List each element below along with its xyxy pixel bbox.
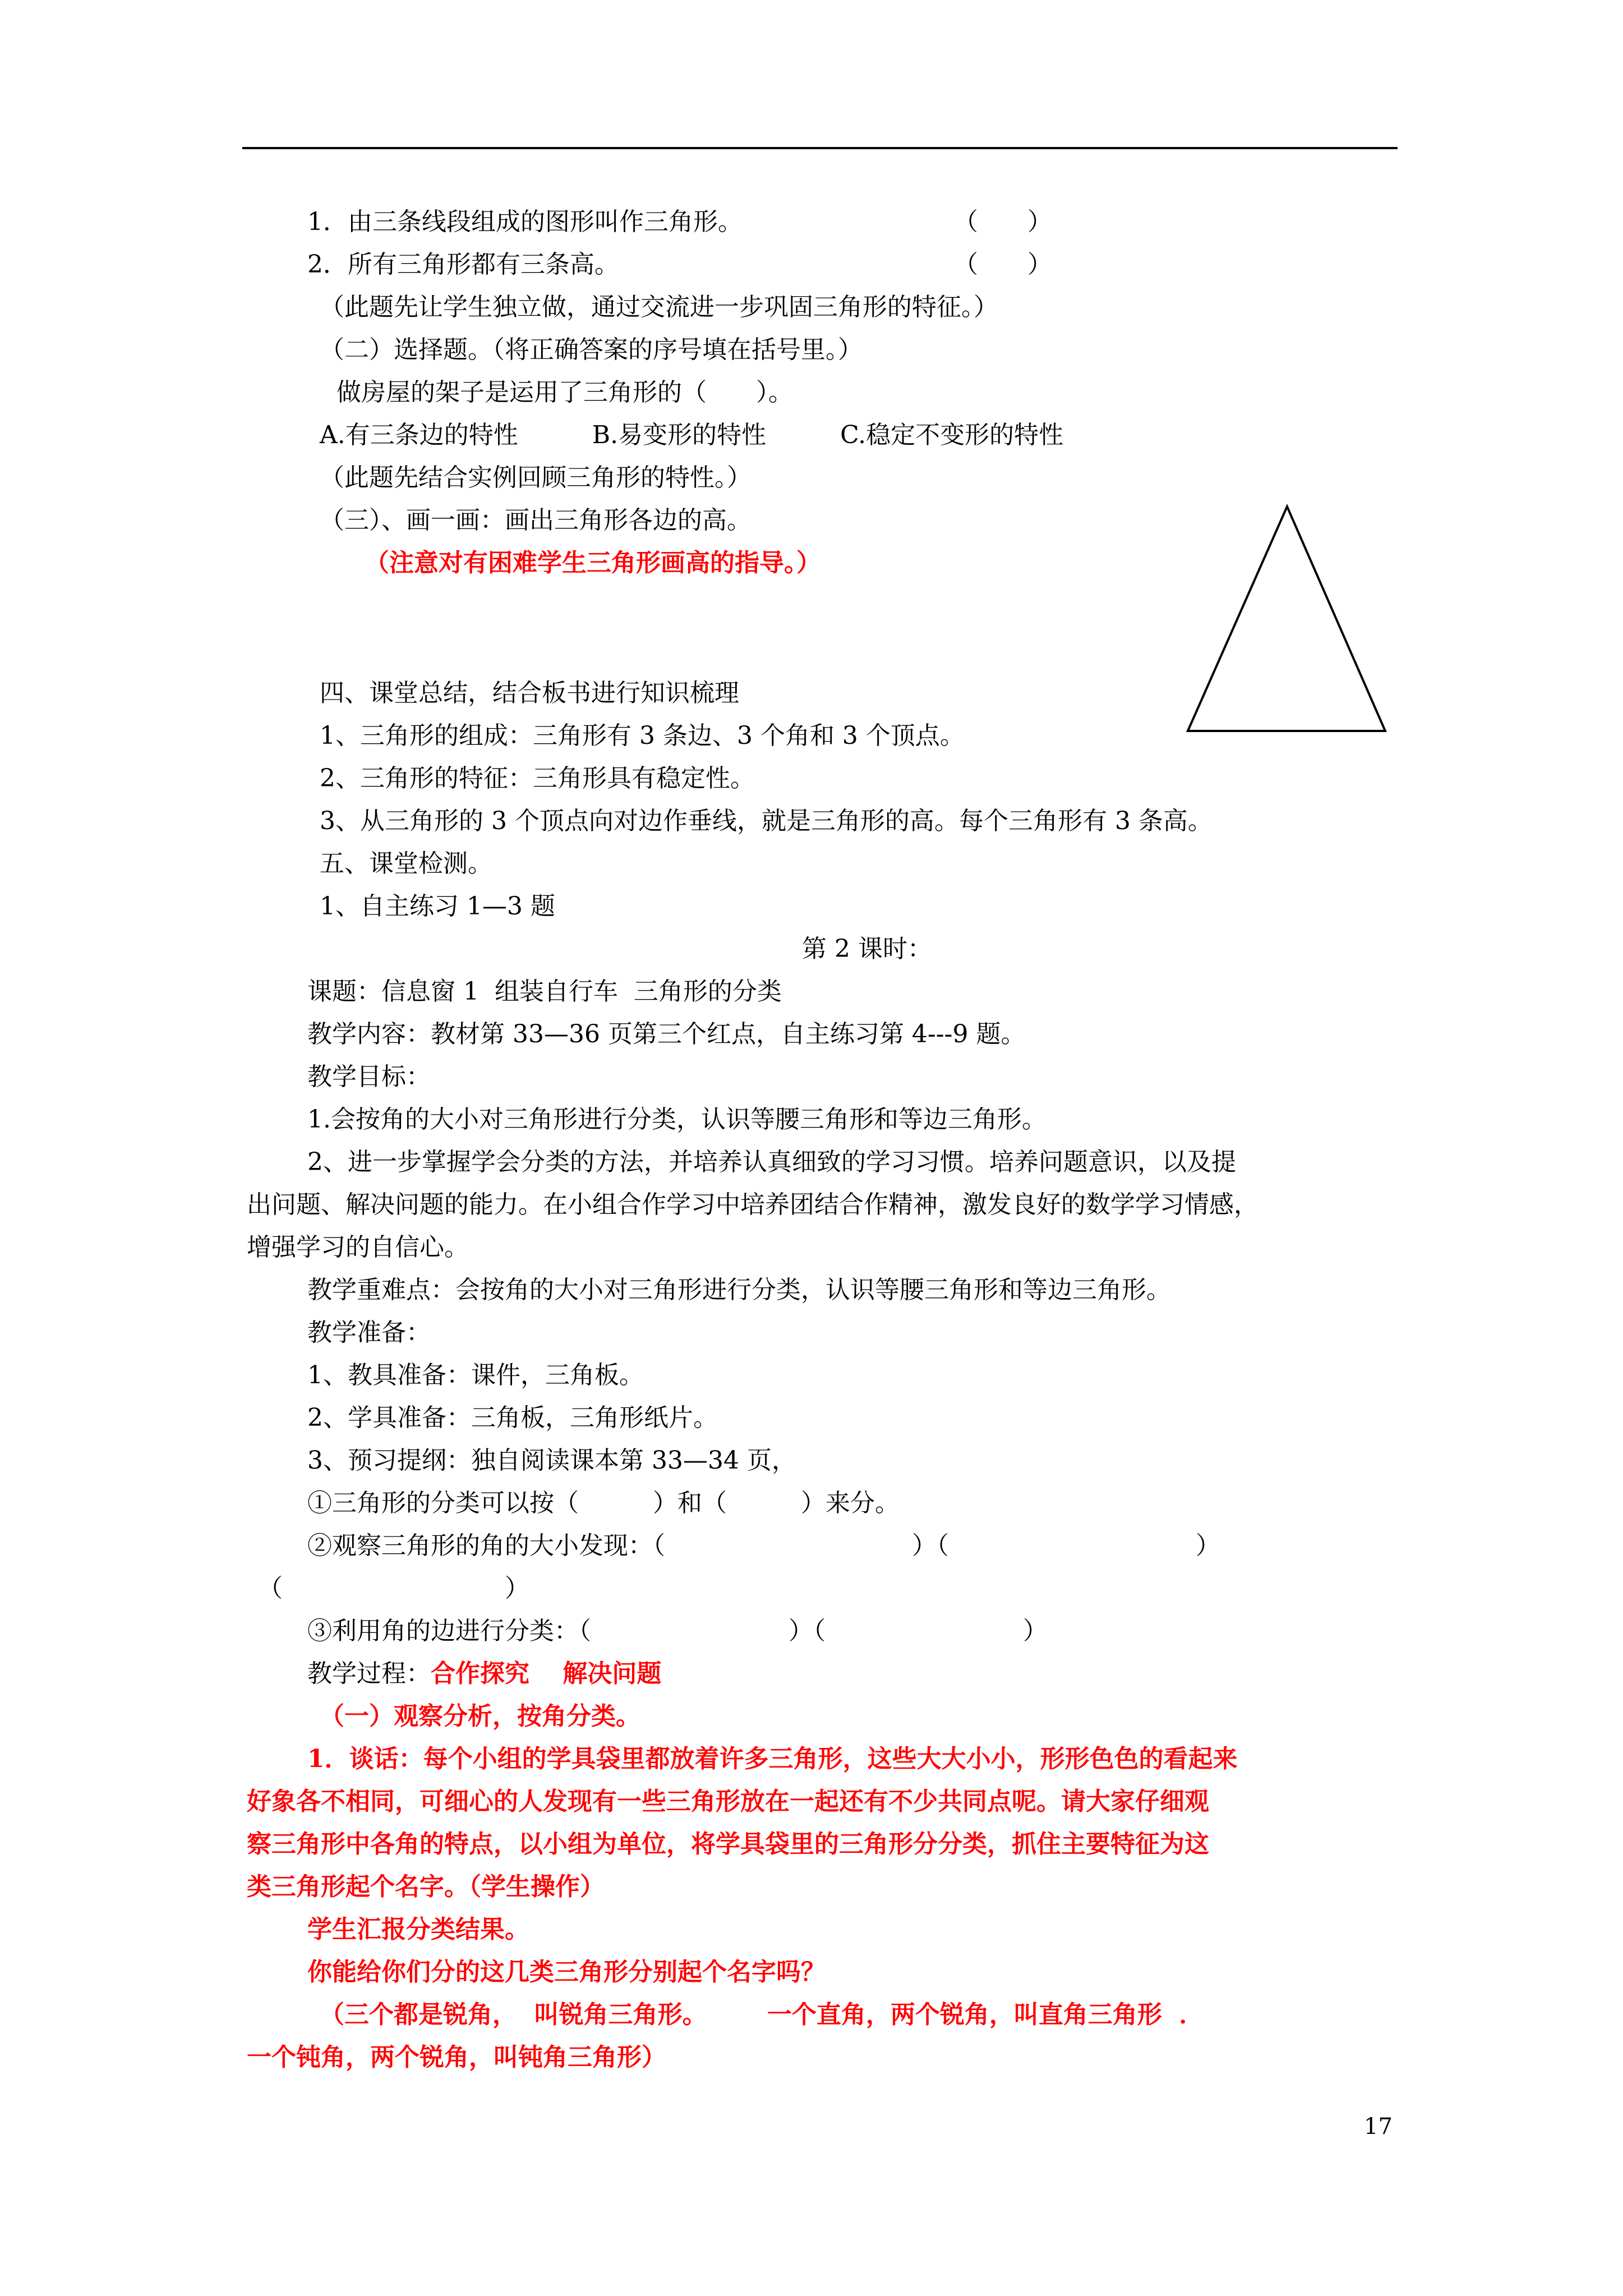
text-line: 你能给你们分的这几类三角形分别起个名字吗？: [307, 1958, 826, 1986]
answer-bracket: （ ）: [953, 250, 1052, 279]
text-line: （三）、画一画：画出三角形各边的高。: [320, 506, 751, 535]
answer-bracket: （ ）: [953, 208, 1052, 236]
text-line: 教学目标：: [307, 1062, 431, 1091]
text-line: （ ）: [258, 1574, 529, 1603]
text-line: 1、三角形的组成：三角形有 3 条边、3 个角和 3 个顶点。: [320, 721, 965, 750]
text-line: 教学内容：教材第 33—36 页第三个红点，自主练习第 4---9 题。: [307, 1020, 1026, 1048]
text-line: （此题先让学生独立做，通过交流进一步巩固三角形的特征。）: [320, 293, 998, 321]
text-line: 1．谈话：每个小组的学具袋里都放着许多三角形，这些大大小小，形形色色的看起来: [307, 1745, 1238, 1773]
text-line: 1．由三条线段组成的图形叫作三角形。: [307, 208, 743, 236]
text-line: 察三角形中各角的特点，以小组为单位，将学具袋里的三角形分分类，抓住主要特征为这: [247, 1830, 1209, 1858]
teaching-process-highlight: 合作探究 解决问题: [431, 1659, 662, 1688]
text-line: 2、三角形的特征：三角形具有稳定性。: [320, 764, 755, 793]
text-line: ①三角形的分类可以按（ ）和（ ）来分。: [307, 1489, 900, 1517]
text-line: 做房屋的架子是运用了三角形的（ ）。: [336, 378, 793, 407]
text-line: 四、课堂总结，结合板书进行知识梳理: [320, 679, 739, 707]
text-line: 类三角形起个名字。（学生操作）: [247, 1872, 605, 1901]
text-line: 出问题、解决问题的能力。在小组合作学习中培养团结合作精神，激发良好的数学学习情感，: [247, 1190, 1258, 1219]
text-line: 第 2 课时：: [802, 935, 932, 963]
text-line: （二）选择题。（将正确答案的序号填在括号里。）: [320, 335, 863, 364]
text-line: 学生汇报分类结果。: [307, 1915, 529, 1944]
triangle-shape: [1188, 507, 1385, 731]
text-line: ③利用角的边进行分类：（ ）（ ）: [307, 1617, 1048, 1645]
text-line: 2、进一步掌握学会分类的方法，并培养认真细致的学习习惯。培养问题意识，以及提: [307, 1148, 1236, 1176]
header-rule: [242, 147, 1398, 149]
text-line: 教学过程：合作探究 解决问题: [307, 1659, 662, 1688]
text-line: 3、预习提纲：独自阅读课本第 33—34 页，: [307, 1446, 796, 1475]
text-line: 2．所有三角形都有三条高。: [307, 250, 619, 279]
page-number: 17: [1364, 2114, 1393, 2139]
text-line: A.有三条边的特性 B.易变形的特性 C.稳定不变形的特性: [320, 421, 1064, 449]
text-line: （一）观察分析，按角分类。: [320, 1702, 640, 1731]
text-line: 1、教具准备：课件，三角板。: [307, 1361, 644, 1389]
text-line: 2、学具准备：三角板，三角形纸片。: [307, 1404, 718, 1432]
text-line: 教学准备：: [307, 1318, 431, 1347]
text-line: 1、自主练习 1—3 题: [320, 892, 555, 921]
text-line: （三个都是锐角， 叫锐角三角形。 一个直角，两个锐角，叫直角三角形 ．: [320, 2000, 1204, 2029]
text-line: 课题：信息窗 1 组装自行车 三角形的分类: [307, 977, 782, 1006]
triangle-figure: [1183, 502, 1391, 738]
text-line: 一个钝角，两个锐角，叫钝角三角形）: [247, 2043, 666, 2072]
text-line: 好象各不相同，可细心的人发现有一些三角形放在一起还有不少共同点呢。请大家仔细观: [247, 1787, 1209, 1816]
text-line: 增强学习的自信心。: [247, 1233, 469, 1262]
text-line: ②观察三角形的角的大小发现：（ ）（ ）: [307, 1531, 1220, 1560]
text-line: （此题先结合实例回顾三角形的特性。）: [320, 463, 751, 492]
text-line: 教学重难点：会按角的大小对三角形进行分类，认识等腰三角形和等边三角形。: [307, 1276, 1171, 1304]
text-line: 1.会按角的大小对三角形进行分类，认识等腰三角形和等边三角形。: [307, 1105, 1046, 1134]
text-line: （注意对有困难学生三角形画高的指导。）: [365, 549, 821, 577]
text-line: 五、课堂检测。: [320, 849, 492, 878]
text-line: 3、从三角形的 3 个顶点向对边作垂线，就是三角形的高。每个三角形有 3 条高。: [320, 807, 1212, 835]
